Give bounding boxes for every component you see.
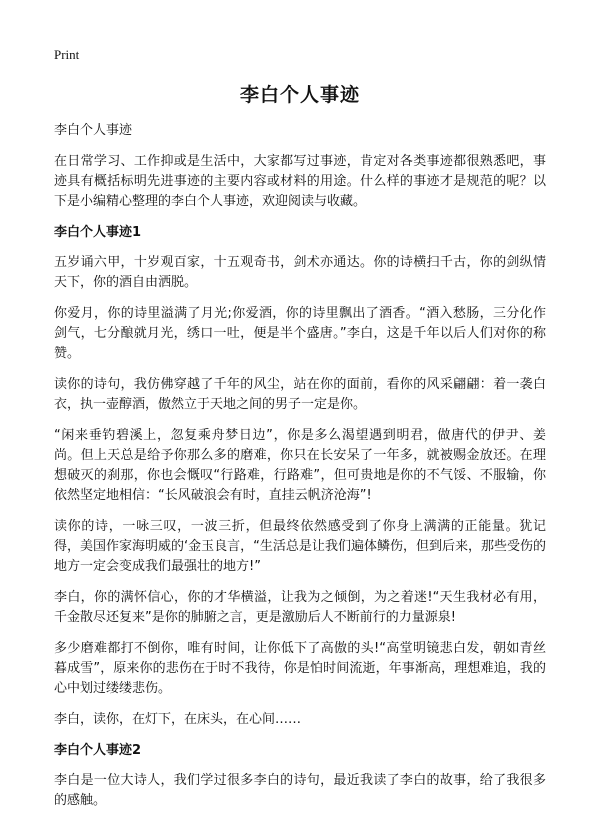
section-heading-1: 李白个人事迹1	[54, 225, 142, 240]
paragraph: 李白是一位大诗人，我们学过很多李白的诗句，最近我读了李白的故事，给了我很多的感触。	[54, 773, 546, 808]
paragraph: 李白，读你，在灯下，在床头，在心间……	[54, 712, 302, 727]
paragraph: 多少磨难都打不倒你，唯有时间，让你低下了高傲的头!“高堂明镜悲白发，朝如青丝暮成雪”，原来你的悲伤在于时不我待，你是怕时间流逝，年事渐高，理想难追，我的心中划过缕缕悲伤。	[54, 641, 546, 696]
intro-paragraph: 在日常学习、工作抑或是生活中，大家都写过事迹，肯定对各类事迹都很熟悉吧，事迹具有概括标明先进事迹的主要内容或材料的用途。什么样的事迹才是规范的呢？以下是小编精心整理的李白个人事迹，欢迎阅读与收藏。	[54, 154, 546, 209]
section-heading-2: 李白个人事迹2	[54, 743, 142, 758]
print-link[interactable]: Print	[54, 47, 80, 62]
subtitle: 李白个人事迹	[54, 123, 133, 138]
paragraph: 五岁诵六甲，十岁观百家，十五观奇书，剑术亦通达。你的诗横扫千古，你的剑纵情天下，你的酒自由洒脱。	[54, 255, 546, 290]
paragraph: 读你的诗，一咏三叹，一波三折，但最终依然感受到了你身上满满的正能量。犹记得，美国作家海明威的‘金玉良言，“生活总是让我们遍体鳞伤，但到后来，那些受伤的地方一定会变成我们最强壮的地方!”	[54, 519, 546, 574]
paragraph: 读你的诗句，我仿佛穿越了千年的风尘，站在你的面前，看你的风采翩翩：着一袭白衣，执一壶醇酒，傲然立于天地之间的男子一定是你。	[54, 377, 546, 412]
page-title: 李白个人事迹	[239, 84, 360, 106]
paragraph: 李白，你的满怀信心，你的才华横溢，让我为之倾倒，为之着迷!“天生我材必有用，千金散尽还复来”是你的肺腑之言，更是激励后人不断前行的力量源泉!	[54, 590, 546, 625]
paragraph: 你爱月，你的诗里溢满了月光;你爱酒，你的诗里飘出了酒香。“酒入愁肠，三分化作剑气，七分酿就月光，绣口一吐，便是半个盛唐。”李白，这是千年以后人们对你的称赞。	[54, 306, 546, 361]
article-body	[54, 121, 546, 822]
paragraph: “闲来垂钓碧溪上，忽复乘舟梦日边”，你是多么渴望遇到明君，做唐代的伊尹、姜尚。但上天总是给予你那么多的磨难，你只在长安呆了一年多，就被赐金放还。在理想破灭的刹那，你也会慨叹“行路难，行路难”，但可贵地是你的不气馁、不服输，你依然坚定地相信：“长风破浪会有时，直挂云帆济沧海”!	[54, 428, 546, 503]
